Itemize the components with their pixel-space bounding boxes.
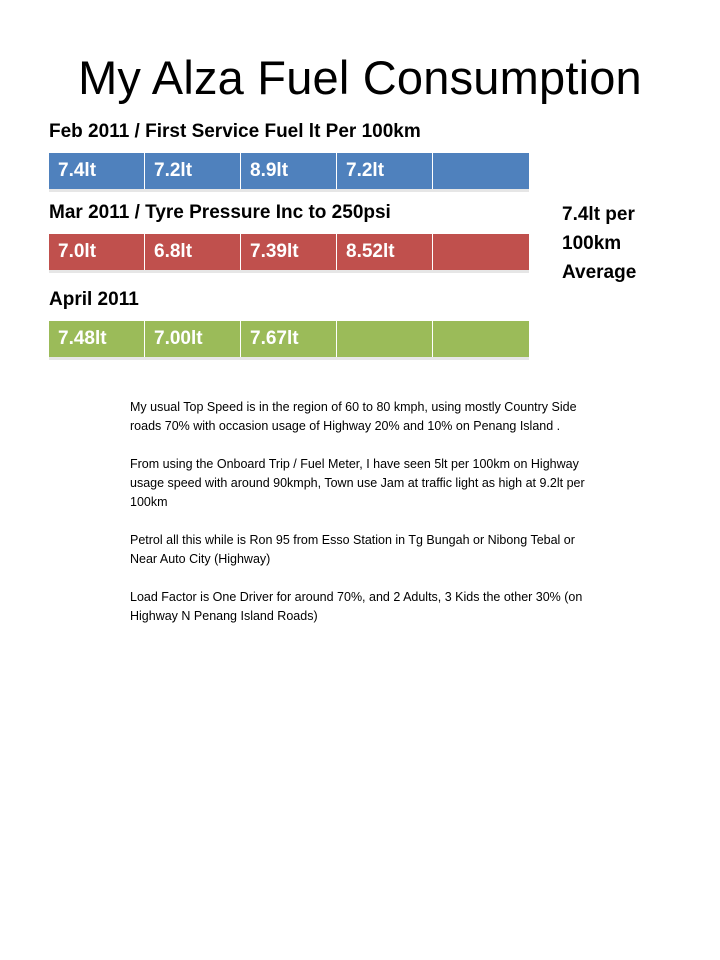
fuel-cell: 7.2lt — [337, 153, 433, 189]
fuel-cell: 7.2lt — [145, 153, 241, 189]
section-label-feb: Feb 2011 / First Service Fuel lt Per 100km — [49, 121, 421, 142]
section-label-mar: Mar 2011 / Tyre Pressure Inc to 250psi — [49, 202, 391, 223]
note-paragraph: My usual Top Speed is in the region of 60 to 80 kmph, using mostly Country Side roads 70% with occasion usage of Highway 20% and 10% on Penang Island . — [130, 400, 577, 433]
fuel-cell: 7.00lt — [145, 321, 241, 357]
page-title: My Alza Fuel Consumption — [78, 51, 642, 104]
average-line: Average — [562, 262, 637, 283]
fuel-bar-mar — [49, 234, 529, 270]
fuel-bar-feb — [49, 153, 529, 189]
fuel-cell: 8.52lt — [337, 234, 433, 270]
note-paragraph: Petrol all this while is Ron 95 from Esso Station in Tg Bungah or Nibong Tebal or Near Auto City (Highway) — [130, 533, 575, 566]
fuel-cell: 7.39lt — [241, 234, 337, 270]
fuel-cell: 8.9lt — [241, 153, 337, 189]
fuel-cell: 7.48lt — [49, 321, 145, 357]
fuel-cell: 6.8lt — [145, 234, 241, 270]
fuel-cell: 7.4lt — [49, 153, 145, 189]
average-line: 7.4lt per — [562, 204, 635, 225]
fuel-cell — [433, 234, 529, 270]
average-line: 100km — [562, 233, 622, 254]
fuel-cell: 7.67lt — [241, 321, 337, 357]
note-paragraph: From using the Onboard Trip / Fuel Meter, I have seen 5lt per 100km on Highway usage speed with around 90kmph, Town use Jam at traffic light as high at 9.2lt per 100km — [130, 457, 585, 509]
fuel-cell — [433, 153, 529, 189]
note-paragraph: Load Factor is One Driver for around 70%, and 2 Adults, 3 Kids the other 30% (on Highway N Penang Island Roads) — [130, 590, 583, 623]
fuel-cell — [337, 321, 433, 357]
average-summary — [562, 200, 692, 287]
notes-block — [130, 398, 600, 645]
fuel-cell: 7.0lt — [49, 234, 145, 270]
fuel-bar-apr — [49, 321, 529, 357]
fuel-cell — [433, 321, 529, 357]
section-label-apr: April 2011 — [49, 289, 139, 310]
